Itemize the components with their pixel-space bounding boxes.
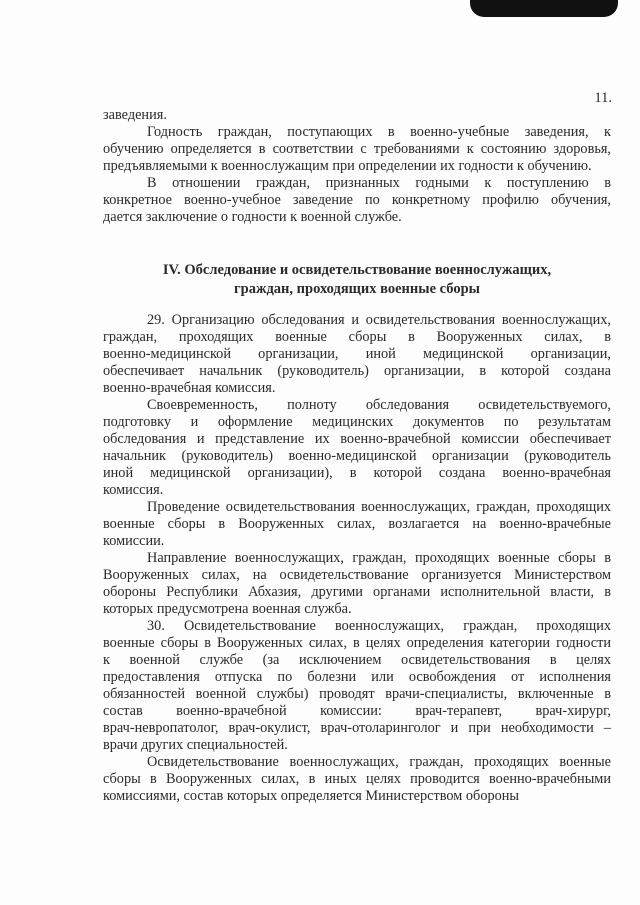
paragraph xyxy=(103,124,611,175)
paragraph xyxy=(103,175,611,226)
text-line: Своевременность, полноту обследования освидетельствуемого, xyxy=(147,397,611,413)
text-line: обеспечивает начальник (руководитель) организации, в которой создана xyxy=(103,363,611,379)
text-line: к военной службе (за исключением освидетельствования в целях xyxy=(103,652,611,668)
text-line: обороны Республики Абхазия, другими органами исполнительной власти, в xyxy=(103,584,611,600)
text-line: врачи других специальностей. xyxy=(103,737,288,753)
text-line: предъявляемыми к военнослужащим при определении их годности к обучению. xyxy=(103,158,592,174)
section-title-line: IV. Обследование и освидетельствование военнослужащих, xyxy=(162,262,552,278)
text-line: обследования и представление их военно-врачебной комиссии обеспечивает xyxy=(103,431,611,447)
intro-text xyxy=(103,107,611,226)
text-line: которых предусмотрена военная служба. xyxy=(103,601,352,617)
text-line: военные сборы в Вооруженных силах, в целях определения категории годности xyxy=(103,635,611,651)
text-line: конкретное военно-учебное заведение по конкретному профилю обучения, xyxy=(103,192,611,208)
page-number: 11. xyxy=(594,90,612,106)
text-line: подготовку и оформление медицинских документов по результатам xyxy=(103,414,611,430)
section-body xyxy=(103,312,611,805)
text-line: дается заключение о годности к военной службе. xyxy=(103,209,402,225)
text-line: врач-невропатолог, врач-окулист, врач-отоларинголог и при необходимости – xyxy=(103,720,611,736)
text-line: военно-врачебная комиссия. xyxy=(103,380,276,396)
paragraph xyxy=(103,397,611,499)
paragraph xyxy=(103,107,611,124)
paragraph xyxy=(103,499,611,550)
text-line: Направление военнослужащих, граждан, проходящих военные сборы в xyxy=(147,550,611,566)
paragraph xyxy=(103,550,611,618)
text-line: граждан, проходящих военные сборы в Вооруженных силах, в xyxy=(103,329,611,345)
paragraph xyxy=(103,754,611,805)
text-line: комиссия. xyxy=(103,482,164,498)
text-line: иной медицинской организации), в которой создана военно-врачебная xyxy=(103,465,611,481)
section-heading xyxy=(103,261,611,299)
text-line: Проведение освидетельствования военнослужащих, граждан, проходящих xyxy=(147,499,611,515)
text-line: военно-медицинской организации, иной медицинской организации, xyxy=(103,346,611,362)
section-title-line: граждан, проходящих военные сборы xyxy=(234,281,480,297)
text-line: сборы в Вооруженных силах, в иных целях проводится военно-врачебными xyxy=(103,771,611,787)
text-line: обучению определяется в соответствии с требованиями к состоянию здоровья, xyxy=(103,141,611,157)
paragraph xyxy=(103,618,611,754)
text-line: обязанностей военной службы) проводят врачи-специалисты, включенные в xyxy=(103,686,611,702)
text-line: Вооруженных силах, на освидетельствование организуется Министерством xyxy=(103,567,611,583)
text-line: В отношении граждан, признанных годными к поступлению в xyxy=(147,175,611,191)
text-line: 29. Организацию обследования и освидетельствования военнослужащих, xyxy=(147,312,611,328)
text-line: комиссии. xyxy=(103,533,165,549)
text-line: состав военно-врачебной комиссии: врач-терапевт, врач-хирург, xyxy=(103,703,611,719)
text-line: 30. Освидетельствование военнослужащих, граждан, проходящих xyxy=(147,618,611,634)
text-line: заведения. xyxy=(103,107,167,123)
text-line: Освидетельствование военнослужащих, граждан, проходящих военные xyxy=(147,754,611,770)
text-line: предоставления отпуска по болезни или освобождения от исполнения xyxy=(103,669,611,685)
text-line: Годность граждан, поступающих в военно-учебные заведения, к xyxy=(147,124,611,140)
text-line: военные сборы в Вооруженных силах, возлагается на военно-врачебные xyxy=(103,516,611,532)
scan-artifact xyxy=(470,0,618,17)
text-line: начальник (руководитель) военно-медицинской организации (руководитель xyxy=(103,448,611,464)
text-line: комиссиями, состав которых определяется Министерством обороны xyxy=(103,788,520,804)
paragraph xyxy=(103,312,611,397)
